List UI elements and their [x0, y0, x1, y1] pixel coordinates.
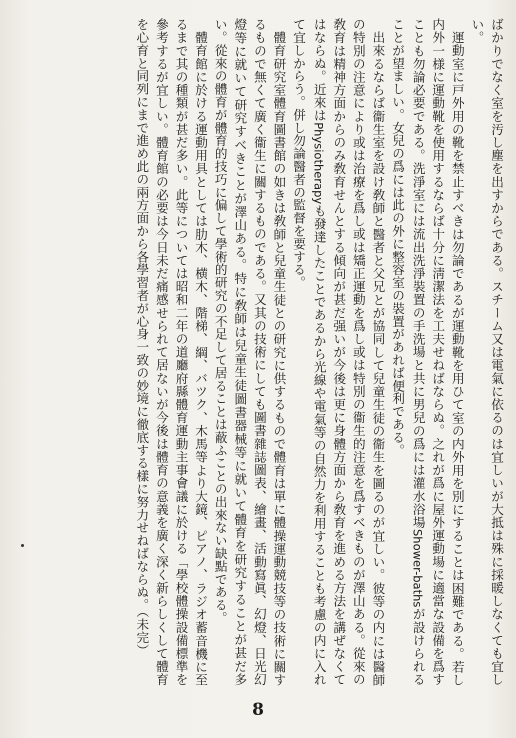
ink-speck	[21, 544, 24, 547]
paragraph: 體育館に於ける運動用具としては肋木、横木、階梯、綱、バツク、木馬等より大鏡、ピアノ、ラジオ蓄音機に至るまで其の種類が甚だ多い。此等については昭和二年の道廳府縣體育運動主事會議に於ける「學校體操設備標準を參考するが宜しい。體育館の必要は今日未だ痛感せられて居ないが今後は體育の意義を廣く深く新らしくして體育を心育と同列にまで進め此の兩方面から各學習者が心身一致の妙境に徹底する樣に努力せねばならぬ。（未完）	[134, 18, 209, 686]
paragraph-text: 出來るならば衞生室を設け敎師と醫者と父兄とが協同して兒童生徒の衞生を圖るのが宜しい。彼等の内には醫師の特別の注意により或は治療を爲し或は矯正運動を爲し或は特別の衞生的注意を爲すべきものが澤山ある。從來の敎育は精神方面からのみ敎育せんとする傾向が甚だ强いが今後は更に身體方面から敎育を進める方法を講ぜなくてはならぬ。近來は	[311, 18, 386, 686]
paragraph: 體育研究室體育圖書館の如きは敎師と兒童生徒との研究に供するもので體育は單に體操運動競技等の技術に關するもので無くて廣く衞生に關するものである。又其の技術にしても圖書雜誌圖表、繪畫、活動寫眞、幻燈、日光幻燈等に就いて研究すべきことが澤山ある。特に敎師は兒童生徒圖書器械等に就いて體育を研究することが甚だ多い。從來の體育が體育的技巧に偏して學術的研究の不足して居ることは蔽ふことの出來ない缺點である。	[212, 18, 287, 686]
paragraph-text: も發達したことであるから光線や電氣等の自然力を利用することも考慮の内に入れて宜しからう。併し勿論醫者の監督を要する。	[291, 18, 327, 686]
paragraph	[387, 18, 466, 686]
paragraph	[288, 18, 387, 686]
latin-term: Physiotherapy	[311, 122, 326, 205]
latin-term: Shower-baths	[410, 528, 425, 608]
paragraph-text: 運動室に戸外用の靴を禁止すべきは勿論であるが運動靴を用ひて室の内外用を別にすることは困難である。若し内外一様に運動靴を使用するならば十分に淸潔法を工夫せねばならぬ。之れが爲に屋外運動場に適當な設備を爲すことも勿論必要である。洗淨室には流出洗淨裝置の手洗場と共に男兒の爲には灌水浴場	[410, 18, 465, 686]
page-number: 8	[252, 700, 264, 720]
body-text	[6, 18, 506, 686]
paragraph: ばかりでなく室を汚し塵を出すからである。スチーム又は電氣に依るのは宜しいが大抵は殊に採暖しなくても宜しい。	[469, 18, 504, 686]
paragraph-text: が設けられることが望ましい。女兒の爲には此の外に整容室の裝置があれば便利である。	[390, 18, 426, 686]
